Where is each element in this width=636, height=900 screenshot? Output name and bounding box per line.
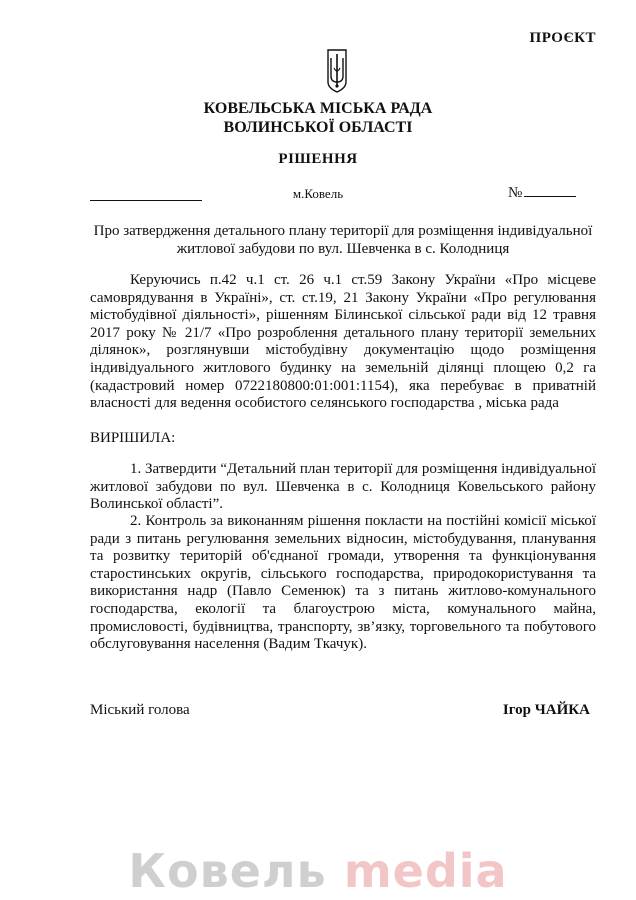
number-sign: №	[508, 185, 523, 201]
decision-title: РІШЕННЯ	[278, 151, 358, 167]
number-blank-line	[524, 184, 576, 197]
draft-stamp: ПРОЄКТ	[529, 30, 596, 46]
subject-line-1: Про затвердження детального плану території для розміщення індивідуальної	[93, 223, 593, 239]
resolved-heading: ВИРІШИЛА:	[90, 430, 176, 446]
decision-number	[508, 184, 576, 202]
watermark	[0, 844, 636, 898]
organization-name	[0, 99, 636, 137]
organization-line-1: КОВЕЛЬСЬКА МІСЬКА РАДА	[203, 100, 433, 117]
watermark-part-1: Ковель	[128, 844, 327, 898]
watermark-part-2: media	[343, 844, 508, 898]
resolution-item-2: 2. Контроль за виконанням рішення покласти на постійні комісії міської ради з питань регулювання земельних відносин, містобудування, планування та розвитку територій об'єднаної громади, утворення та функціонування старостинських округів, сільського господарства, природокористування та використання надр (Павло Семенюк) та з питань житлово-комунального господарства, екології та благоустрою міста, комунального майна, промисловості, будівництва, транспорту, зв’язку, торговельного та побутового обслуговування населення (Вадим Ткачук).	[90, 513, 596, 653]
trident-emblem-icon	[326, 48, 348, 94]
subject-line-2: житлової забудови по вул. Шевченка в с. Колодниця	[176, 241, 510, 257]
signatory-position: Міський голова	[90, 702, 190, 718]
city-label: м.Ковель	[292, 186, 344, 201]
resolution-item-1: 1. Затвердити “Детальний план території для розміщення індивідуальної житлової забудови по вул. Шевченка в с. Колодниця Ковельського району Волинської області”.	[90, 461, 596, 513]
signatory-name: Ігор ЧАЙКА	[502, 702, 590, 718]
organization-line-2: ВОЛИНСЬКОЇ ОБЛАСТІ	[223, 119, 413, 136]
decision-subject	[90, 222, 596, 258]
preamble-paragraph: Керуючись п.42 ч.1 ст. 26 ч.1 ст.59 Закону України «Про місцеве самоврядування в Україні», ст. ст.19, 21 Закону України «Про регулювання містобудівної діяльності», рішенням Білинської сільської ради від 12 травня 2017 року № 21/7 «Про розроблення детального плану території земельних ділянок», розглянувши містобудівну документацію щодо розміщення індивідуального житлового будинку на земельній ділянці площею 0,2 га (кадастровий номер 0722180800:01:001:1154), яка перебуває в приватній власності для ведення особистого селянського господарства , міська рада	[90, 272, 596, 412]
